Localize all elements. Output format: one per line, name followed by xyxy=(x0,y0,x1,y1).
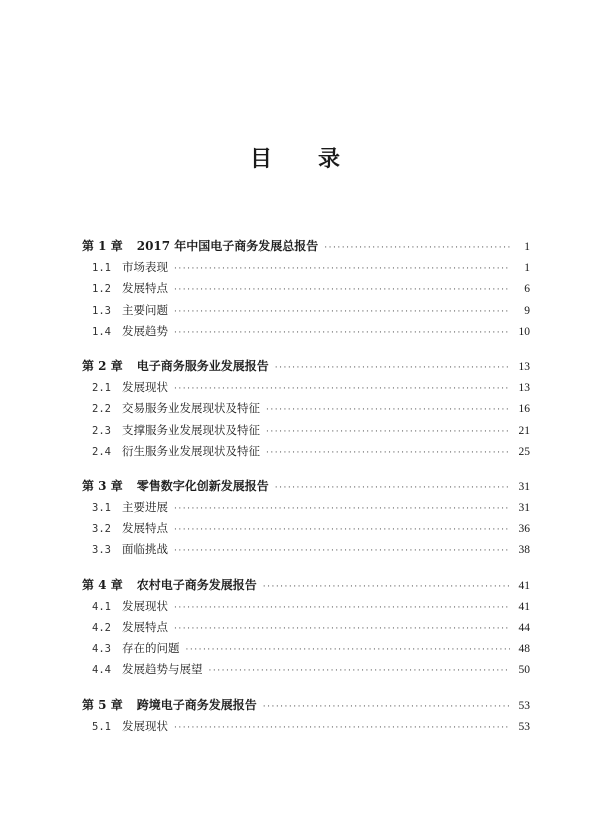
section-title: 发展现状 xyxy=(122,380,168,395)
dot-leader xyxy=(174,619,510,640)
section-page-number: 38 xyxy=(518,544,530,557)
dot-leader xyxy=(266,400,510,421)
dot-leader xyxy=(174,323,510,344)
dot-leader xyxy=(174,379,510,400)
chapter-number: 第 3 章 xyxy=(82,478,123,493)
section-number: 1.3 xyxy=(92,304,111,317)
section-title: 存在的问题 xyxy=(122,641,180,656)
section-page-number: 36 xyxy=(518,523,530,536)
toc-section-entry[interactable] xyxy=(82,596,530,617)
toc-section-entry[interactable] xyxy=(82,377,530,398)
chapter-number: 第 2 章 xyxy=(82,358,123,373)
toc-section-entry[interactable] xyxy=(82,716,530,737)
dot-leader xyxy=(275,358,510,379)
chapter-title: 农村电子商务发展报告 xyxy=(136,577,257,592)
table-of-contents xyxy=(82,236,530,751)
toc-chapter-entry[interactable] xyxy=(82,476,530,497)
chapter-block xyxy=(82,356,530,462)
title-char-1: 目 xyxy=(249,146,272,172)
chapter-title: 2017 年中国电子商务发展总报告 xyxy=(136,239,319,253)
section-page-number: 10 xyxy=(518,325,530,338)
toc-section-entry[interactable] xyxy=(82,518,530,539)
section-title: 发展特点 xyxy=(122,620,168,634)
section-number: 2.3 xyxy=(92,424,111,437)
section-page-number: 16 xyxy=(518,403,530,416)
section-title: 支撑服务业发展现状及特征 xyxy=(122,422,260,437)
section-number: 1.1 xyxy=(92,262,111,275)
toc-section-entry[interactable] xyxy=(82,420,530,441)
section-title: 发展现状 xyxy=(122,598,168,613)
toc-section-entry[interactable] xyxy=(82,300,530,321)
toc-section-entry[interactable] xyxy=(82,497,530,518)
chapter-page-number: 41 xyxy=(518,579,530,592)
section-page-number: 21 xyxy=(518,424,530,437)
title-char-2: 录 xyxy=(318,146,341,172)
section-number: 4.2 xyxy=(92,622,111,634)
toc-section-entry[interactable] xyxy=(82,617,530,638)
section-page-number: 48 xyxy=(518,643,530,656)
page-title xyxy=(0,142,590,173)
section-title: 面临挑战 xyxy=(122,542,168,557)
chapter-block xyxy=(82,236,530,342)
dot-leader xyxy=(174,302,510,323)
dot-leader xyxy=(174,520,510,541)
section-page-number: 25 xyxy=(518,445,530,458)
section-title: 发展特点 xyxy=(122,521,168,536)
section-number: 1.2 xyxy=(92,283,111,296)
chapter-number: 第 1 章 xyxy=(82,239,123,253)
section-page-number: 9 xyxy=(524,304,530,317)
dot-leader xyxy=(266,443,510,464)
chapter-block xyxy=(82,476,530,561)
dot-leader xyxy=(174,280,510,301)
dot-leader xyxy=(209,661,511,682)
dot-leader xyxy=(263,577,510,598)
section-title: 发展现状 xyxy=(122,718,168,733)
section-number: 5.1 xyxy=(92,720,111,733)
section-number: 3.2 xyxy=(92,523,111,536)
chapter-page-number: 13 xyxy=(518,360,530,373)
section-page-number: 31 xyxy=(518,502,530,515)
section-number: 3.3 xyxy=(92,544,111,557)
section-number: 2.2 xyxy=(92,403,111,416)
chapter-title: 跨境电子商务发展报告 xyxy=(136,697,257,712)
chapter-number: 第 4 章 xyxy=(82,577,123,592)
toc-section-entry[interactable] xyxy=(82,659,530,680)
section-number: 2.1 xyxy=(92,382,111,395)
section-title: 发展趋势 xyxy=(122,323,168,338)
section-number: 4.4 xyxy=(92,664,111,677)
section-number: 4.1 xyxy=(92,600,111,613)
toc-chapter-entry[interactable] xyxy=(82,356,530,377)
dot-leader xyxy=(324,238,510,259)
chapter-page-number: 1 xyxy=(524,241,530,253)
dot-leader xyxy=(174,718,510,739)
toc-chapter-entry[interactable] xyxy=(82,695,530,716)
chapter-page-number: 53 xyxy=(518,699,530,712)
section-page-number: 1 xyxy=(524,262,530,275)
section-title: 主要进展 xyxy=(122,500,168,515)
dot-leader xyxy=(266,422,510,443)
section-page-number: 50 xyxy=(518,664,530,677)
section-title: 发展趋势与展望 xyxy=(122,662,203,677)
dot-leader xyxy=(186,640,511,661)
dot-leader xyxy=(263,697,510,718)
section-page-number: 6 xyxy=(524,283,530,296)
section-title: 主要问题 xyxy=(122,302,168,317)
section-number: 2.4 xyxy=(92,445,111,458)
section-title: 交易服务业发展现状及特征 xyxy=(122,401,260,416)
toc-chapter-entry[interactable] xyxy=(82,575,530,596)
toc-section-entry[interactable] xyxy=(82,278,530,299)
chapter-title: 零售数字化创新发展报告 xyxy=(136,478,269,493)
dot-leader xyxy=(174,541,510,562)
chapter-block xyxy=(82,695,530,737)
toc-section-entry[interactable] xyxy=(82,257,530,278)
dot-leader xyxy=(174,499,510,520)
section-number: 3.1 xyxy=(92,502,111,515)
toc-chapter-entry[interactable] xyxy=(82,236,530,257)
dot-leader xyxy=(275,478,510,499)
dot-leader xyxy=(174,598,510,619)
section-title: 发展特点 xyxy=(122,281,168,296)
toc-section-entry[interactable] xyxy=(82,539,530,560)
chapter-page-number: 31 xyxy=(518,480,530,493)
section-page-number: 53 xyxy=(518,720,530,733)
toc-section-entry[interactable] xyxy=(82,638,530,659)
toc-section-entry[interactable] xyxy=(82,398,530,419)
chapter-block xyxy=(82,575,530,681)
toc-section-entry[interactable] xyxy=(82,321,530,342)
section-page-number: 13 xyxy=(518,382,530,395)
section-number: 4.3 xyxy=(92,643,111,656)
section-page-number: 41 xyxy=(518,600,530,613)
chapter-number: 第 5 章 xyxy=(82,697,123,712)
dot-leader xyxy=(174,259,510,280)
section-title: 衍生服务业发展现状及特征 xyxy=(122,443,260,458)
chapter-title: 电子商务服务业发展报告 xyxy=(136,358,269,373)
toc-section-entry[interactable] xyxy=(82,441,530,462)
section-title: 市场表现 xyxy=(122,260,168,275)
section-page-number: 44 xyxy=(518,622,530,634)
section-number: 1.4 xyxy=(92,325,111,338)
